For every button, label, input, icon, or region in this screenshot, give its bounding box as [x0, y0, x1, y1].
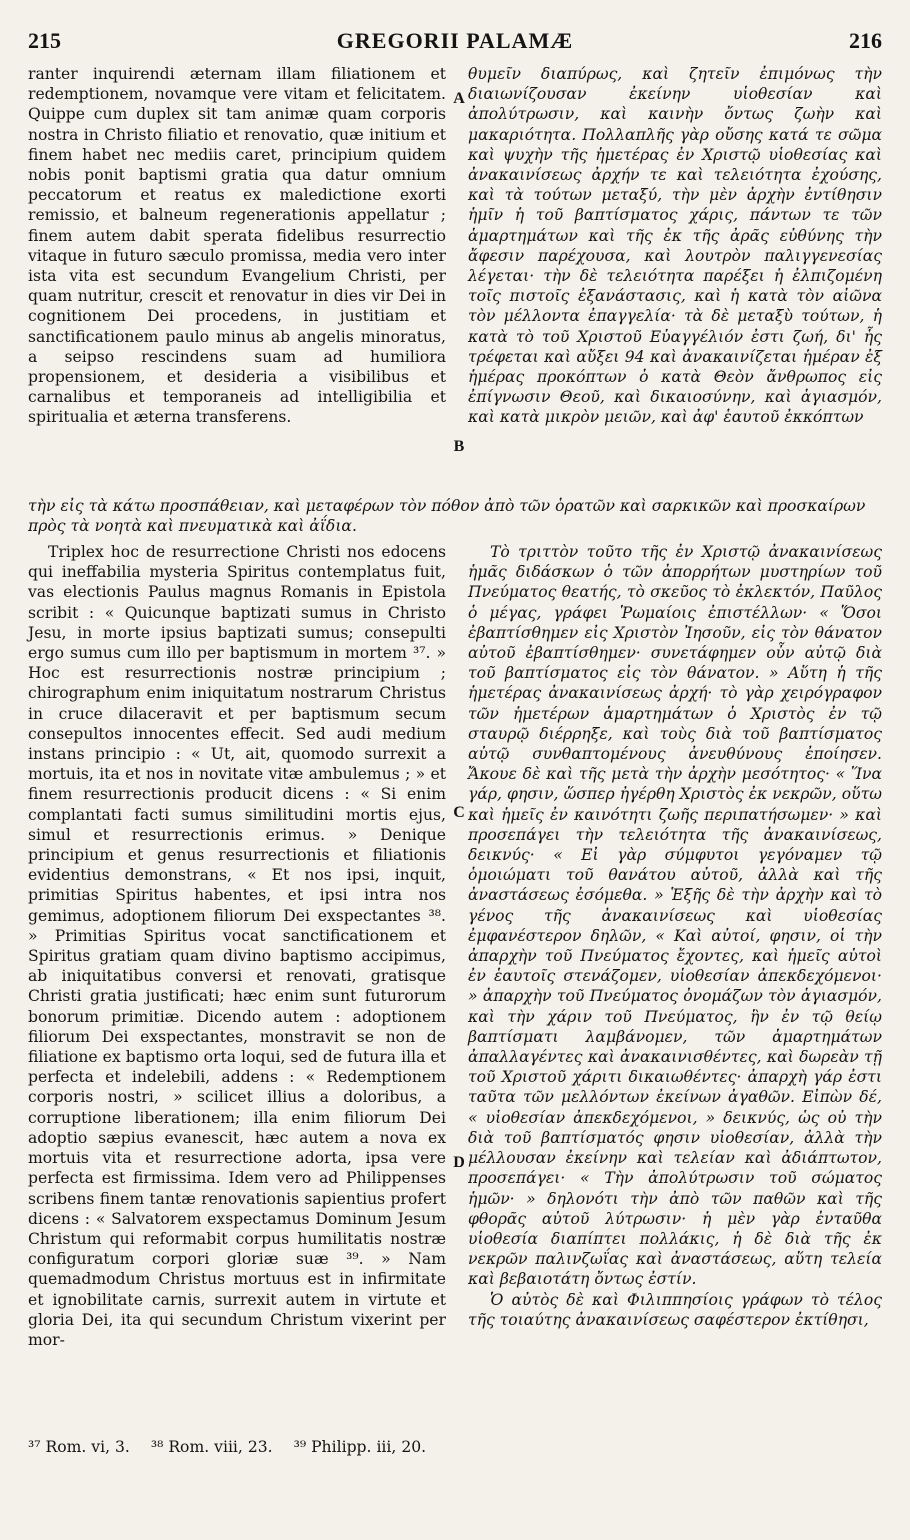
running-title: GREGORII PALAMÆ: [336, 28, 574, 53]
footnotes: [28, 1438, 882, 1456]
greek-paragraph: Τὸ τριττὸν τοῦτο τῆς ἐν Χριστῷ ἀνακαινίσεως ἡμᾶς διδάσκων ὁ τῶν ἀπορρήτων μυστηρίων τοῦ Πνεύματος θεατής, τὸ σκεῦος τὸ ἐκλεκτόν, Παῦλος ὁ μέγας, γράφει Ῥωμαίοις ἐπιστέλλων· « Ὅσοι ἐβαπτίσθημεν εἰς Χριστὸν Ἰησοῦν, εἰς τὸν θάνατον αὐτοῦ ἐβαπτίσθημεν· συνετάφημεν οὖν αὐτῷ διὰ τοῦ βαπτίσματος εἰς τὸν θάνατον. » Αὕτη ἡ τῆς ἡμετέρας ἀνακαινίσεως ἀρχή· τὸ γὰρ χειρόγραφον τῶν ἡμετέρων ἁμαρτημάτων ὁ Χριστὸς ἐν τῷ σταυρῷ διέρρηξε, καὶ τοὺς διὰ τοῦ βαπτίσματος αὐτῷ συνθαπτομένους ἀνευθύνους ἐποίησεν. Ἄκουε δὲ καὶ τῆς μετὰ τὴν ἀρχὴν μεσότητος· « Ἵνα γάρ, φησιν, ὥσπερ ἠγέρθη Χριστὸς ἐκ νεκρῶν, οὕτω καὶ ἡμεῖς ἐν καινότητι ζωῆς περιπατήσωμεν· » καὶ προσεπάγει τὴν τελειότητα τῆς ἀνακαινίσεως, δεικνύς· « Εἰ γὰρ σύμφυτοι γεγόναμεν τῷ ὁμοιώματι τοῦ θανάτου αὐτοῦ, ἀλλὰ καὶ τῆς ἀναστάσεως ἐσόμεθα. » Ἑξῆς δὲ τὴν ἀρχὴν καὶ τὸ γένος τῆς ἀνακαινίσεως καὶ υἱοθεσίας ἐμφανέστερον δηλῶν, « Καὶ αὐτοί, φησιν, οἱ τὴν ἀπαρχὴν τοῦ Πνεύματος ἔχοντες, καὶ ἡμεῖς αὐτοὶ ἐν ἑαυτοῖς στενάζομεν, υἱοθεσίαν ἀπεκδεχόμενοι· » ἀπαρχὴν τοῦ Πνεύματος ὀνομάζων τὸν ἁγιασμόν, καὶ τὴν χάριν τοῦ Πνεύματος, ἣν ἐν τῷ θείῳ βαπτίσματι λαμβάνομεν, τῶν ἁμαρτημάτων ἀπαλλαγέντες καὶ ἀνακαινισθέντες, καὶ δωρεὰν τῇ τοῦ Χριστοῦ χάριτι δικαιωθέντες· ἀπαρχὴ γάρ ἐστι ταῦτα τῶν μελλόντων ἐκείνων ἀγαθῶν. Εἰπὼν δέ, « υἱοθεσίαν ἀπεκδεχόμενοι, » δεικνύς, ὡς οὐ τὴν διὰ τοῦ βαπτίσματός φησιν υἱοθεσίαν, ἀλλὰ τὴν μέλλουσαν ἐκείνην καὶ τελείαν καὶ ἀδιάπτωτον, προσεπάγει· « Τὴν ἀπολύτρωσιν τοῦ σώματος ἡμῶν· » δηλονότι τὴν ἀπὸ τῶν παθῶν καὶ τῆς φθορᾶς αὐτοῦ λύτρωσιν· ἡ μὲν γὰρ ἐνταῦθα υἱοθεσία διαπίπτει πολλάκις, ἡ δὲ διὰ τῆς ἐκ νεκρῶν παλινζωΐας καὶ ἀναστάσεως, αὕτη τελεία καὶ βεβαιοτάτη ὄντως ἐστίν.: [468, 543, 882, 1289]
section-marker-b: B: [453, 438, 465, 455]
section-marker-d: D: [453, 1154, 465, 1171]
latin-paragraph: Triplex hoc de resurrectione Christi nos edocens qui ineffabilia mysteria Spiritus contemplatus fuit, vas electionis Paulus magnus Romanis in Epistola scribit : « Quicunque baptizati sumus in Christo Jesu, in morte ipsius baptizati sumus; consepulti ergo sumus cum illo per baptismum in mortem ³⁷. » Hoc est resurrectionis nostræ principium ; chirographum enim iniquitatum nostrarum Christus in cruce dilaceravit et per baptismum secum consepultos innocentes effecit. Sed audi medium instans principio : « Ut, ait, quomodo surrexit a mortuis, ita et nos in novitate vitæ ambulemus ; » et finem resurrectionis producit dicens : « Si enim complantati facti sumus similitudini mortis ejus, simul et resurrectionis erimus. » Denique principium et genus resurrectionis et filiationis evidentius demonstrans, « Et nos ipsi, inquit, primitias Spiritus habentes, et ipsi intra nos gemimus, adoptionem filiorum Dei exspectantes ³⁸. » Primitias Spiritus vocat sanctificationem et Spiritus gratiam quam divino baptismo accipimus, ab iniquitatibus conversi et renovati, gratisque Christi gratia justificati; hæc enim sunt futurorum bonorum primitiæ. Dicendo autem : adoptionem filiorum Dei exspectantes, monstravit se non de filiatione ex baptismo orta loqui, sed de futura illa et perfecta et indelebili, addens : « Redemptionem corporis nostri, » scilicet illius a doloribus, a corruptione liberationem; illa enim filiorum Dei adoptio sæpius evanescit, hæc autem a nova ex mortuis vita et resurrectione adorta, ipsa vere perfecta est firmissima. Idem vero ad Philippenses scribens finem tantæ renovationis sapientius profert dicens : « Salvatorem exspectamus Dominum Jesum Christum qui reformabit corpus humilitatis nostræ configuratum corpori gloriæ suæ ³⁹. » Nam quemadmodum Christus mortuus est in infirmitate et ignobilitate carnis, surrexit autem in virtute et gloria Dei, ita qui secundum Christum vixerint per mor-: [28, 543, 446, 1349]
footnote: ³⁹ Philipp. iii, 20.: [293, 1438, 427, 1456]
section-marker-c: C: [453, 804, 465, 821]
page: [28, 28, 882, 1518]
latin-paragraph: ranter inquirendi æternam illam filiationem et redemptionem, novamque vere vitam et felicitatem. Quippe cum duplex sit tam animæ quam corporis nostra in Christo filiatio et renovatio, quæ initium et finem habet nec mediis caret, principium quidem nobis ponit baptismi gratia qua datur omnium peccatorum et reatus ex maledictione exorti remissio, et balneum regenerationis appellatur ; finem autem dabit sperata fidelibus resurrectio vitaque in futuro sæculo promissa, media vero inter ista vita est secundum Evangelium Christi, per quam nutritur, crescit et renovatur in dies vir Dei in cognitionem Dei procedens, in justitiam et sanctificationem paulo minus ab angelis minoratus, a seipso rescindens suam ad humiliora propensionem, et desideria a visibilibus et carnalibus et temporaneis ad intelligibilia et spiritualia et æterna transferens.: [28, 65, 446, 427]
section-marker-a: A: [453, 90, 465, 107]
footnote: ³⁸ Rom. viii, 23.: [150, 1438, 273, 1456]
page-number-right: 216: [849, 28, 882, 53]
greek-paragraph: Ὁ αὐτὸς δὲ καὶ Φιλιππησίοις γράφων τὸ τέλος τῆς τοιαύτης ἀνακαινίσεως σαφέστερον ἐκτίθησι,: [468, 1290, 882, 1329]
greek-column-block-1: [468, 64, 882, 428]
page-header: [28, 28, 882, 58]
greek-column-block-2: [468, 542, 882, 1330]
latin-column-block-2: [28, 542, 446, 1350]
latin-column-block-1: [28, 64, 446, 428]
footnote: ³⁷ Rom. vi, 3.: [28, 1438, 130, 1456]
greek-paragraph: θυμεῖν διαπύρως, καὶ ζητεῖν ἐπιμόνως τὴν διαιωνίζουσαν ἐκείνην υἱοθεσίαν καὶ ἀπολύτρωσιν, καὶ καινὴν ὄντως ζωὴν καὶ μακαριότητα. Πολλαπλῆς γὰρ οὔσης κατά τε σῶμα καὶ ψυχὴν τῆς ἡμετέρας ἐν Χριστῷ υἱοθεσίας καὶ ἀνακαινίσεως ἀρχήν τε καὶ τελειότητα ἐχούσης, καὶ τὰ τούτων μεταξύ, τὴν μὲν ἀρχὴν ἐντίθησιν ἡμῖν ἡ τοῦ βαπτίσματος χάρις, πάντων τε τῶν ἁμαρτημάτων καὶ τῆς ἐκ τῆς ἀρᾶς εὐθύνης τὴν ἄφεσιν παρέχουσα, καὶ λουτρὸν παλιγγενεσίας λέγεται· τὴν δὲ τελειότητα παρέξει ἡ ἐλπιζομένη τοῖς πιστοῖς ἐξανάστασις, καὶ ἡ κατὰ τὸν αἰῶνα τὸν μέλλοντα ἐπαγγελία· τὰ δὲ μεταξὺ τούτων, ἡ κατὰ τὸ τοῦ Χριστοῦ Εὐαγγέλιόν ἐστι ζωή, δι' ἧς τρέφεται καὶ αὔξει 94 καὶ ἀνακαινίζεται ἡμέραν ἐξ ἡμέρας προκόπτων ὁ κατὰ Θεὸν ἄνθρωπος εἰς ἐπίγνωσιν Θεοῦ, καὶ δικαιοσύνην, καὶ ἁγιασμόν, καὶ κατὰ μικρὸν μειῶν, καὶ ἀφ' ἑαυτοῦ ἐκκόπτων: [468, 65, 882, 427]
greek-spill-line: τὴν εἰς τὰ κάτω προσπάθειαν, καὶ μεταφέρων τὸν πόθον ἀπὸ τῶν ὁρατῶν καὶ σαρκικῶν καὶ προσκαίρων πρὸς τὰ νοητὰ καὶ πνευματικὰ καὶ ἀΐδια.: [28, 497, 866, 536]
page-number-left: 215: [28, 28, 61, 53]
